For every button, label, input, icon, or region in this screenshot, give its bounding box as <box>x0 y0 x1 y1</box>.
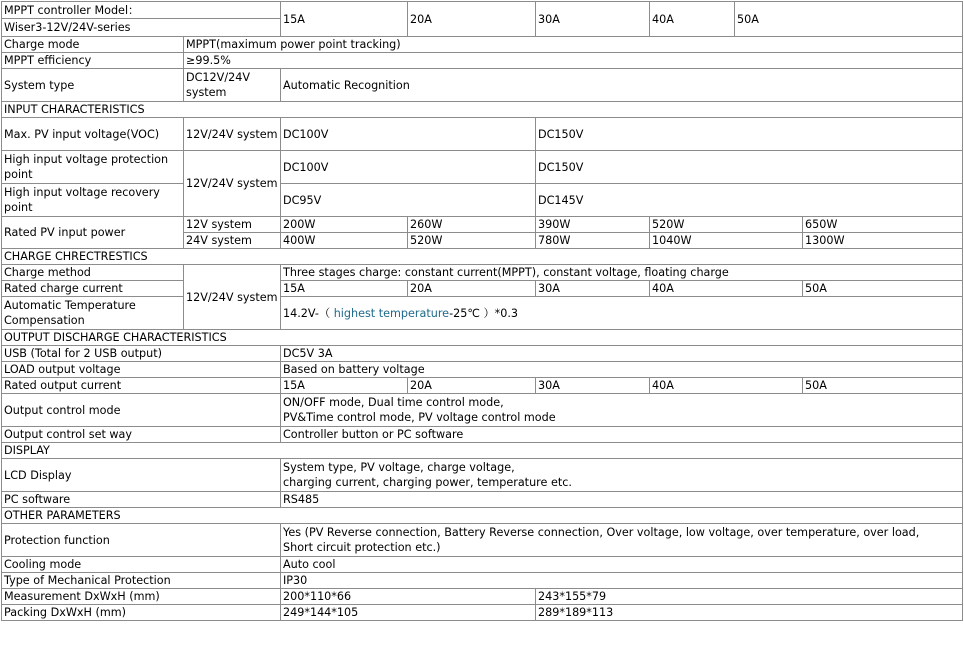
output-control-mode-row <box>2 394 963 427</box>
load-voltage-label: LOAD output voltage <box>2 362 281 378</box>
rated-pv-12v-system: 12V system <box>184 217 281 233</box>
hv-protection-low: DC100V <box>281 151 536 184</box>
charge-mode-label: Charge mode <box>2 37 184 53</box>
load-voltage-value: Based on battery voltage <box>281 362 963 378</box>
display-section-row <box>2 443 963 459</box>
hv-recovery-high: DC145V <box>536 184 963 217</box>
max-pv-voltage-high: DC150V <box>536 118 963 151</box>
max-pv-voltage-row <box>2 118 963 151</box>
model-50a: 50A <box>735 2 963 37</box>
mech-protection-row <box>2 573 963 589</box>
charge-section-title: CHARGE CHRECTRESTICS <box>2 249 963 265</box>
rated-output-current-value: 50A <box>803 378 963 394</box>
temp-comp-row <box>2 297 963 330</box>
measurement-row <box>2 589 963 605</box>
packing-label: Packing DxWxH (mm) <box>2 605 281 621</box>
hv-recovery-label: High input voltage recovery point <box>2 184 184 217</box>
protection-value <box>281 524 963 557</box>
lcd-row <box>2 459 963 492</box>
rated-charge-current-value: 15A <box>281 281 408 297</box>
charge-mode-value: MPPT(maximum power point tracking) <box>184 37 963 53</box>
protection-line1: Yes (PV Reverse connection, Battery Reverse connection, Over voltage, low voltage, over temperature, over load, <box>283 526 920 539</box>
mppt-efficiency-label: MPPT efficiency <box>2 53 184 69</box>
charge-method-row <box>2 265 963 281</box>
packing-small: 249*144*105 <box>281 605 536 621</box>
output-control-mode-value <box>281 394 963 427</box>
temp-comp-value <box>281 297 963 330</box>
charge-mode-row <box>2 37 963 53</box>
lcd-line2: charging current, charging power, temperature etc. <box>283 476 572 489</box>
protection-label: Protection function <box>2 524 281 557</box>
rated-pv-label: Rated PV input power <box>2 217 184 249</box>
max-pv-voltage-label: Max. PV input voltage(VOC) <box>2 118 184 151</box>
rated-pv-24v-value: 780W <box>536 233 650 249</box>
rated-pv-12v-value: 260W <box>408 217 536 233</box>
output-control-set-value: Controller button or PC software <box>281 427 963 443</box>
charge-section-row <box>2 249 963 265</box>
input-section-title: INPUT CHARACTERISTICS <box>2 102 963 118</box>
rated-pv-24v-value: 1300W <box>803 233 963 249</box>
temp-comp-label: Automatic Temperature Compensation <box>2 297 184 330</box>
hv-protection-row <box>2 151 963 184</box>
cooling-value: Auto cool <box>281 557 963 573</box>
rated-output-current-value: 30A <box>536 378 650 394</box>
model-15a: 15A <box>281 2 408 37</box>
hv-recovery-low: DC95V <box>281 184 536 217</box>
rated-charge-current-value: 40A <box>650 281 803 297</box>
rated-charge-current-value: 30A <box>536 281 650 297</box>
usb-label: USB (Total for 2 USB output) <box>2 346 281 362</box>
output-section-title: OUTPUT DISCHARGE CHARACTERISTICS <box>2 330 963 346</box>
output-control-mode-label: Output control mode <box>2 394 281 427</box>
rated-output-current-value: 20A <box>408 378 536 394</box>
model-label-cell <box>2 2 281 19</box>
rated-output-current-value: 15A <box>281 378 408 394</box>
lcd-value <box>281 459 963 492</box>
usb-value: DC5V 3A <box>281 346 963 362</box>
mech-protection-label: Type of Mechanical Protection <box>2 573 281 589</box>
pc-software-value: RS485 <box>281 492 963 508</box>
other-section-row <box>2 508 963 524</box>
protection-row <box>2 524 963 557</box>
lcd-label: LCD Display <box>2 459 281 492</box>
max-pv-voltage-low: DC100V <box>281 118 536 151</box>
charge-method-label: Charge method <box>2 265 184 281</box>
system-type-label: System type <box>2 69 184 102</box>
protection-line2: Short circuit protection etc.) <box>283 541 441 554</box>
load-voltage-row <box>2 362 963 378</box>
measurement-large: 243*155*79 <box>536 589 963 605</box>
rated-charge-current-row <box>2 281 963 297</box>
temp-comp-highlight: highest temperature <box>330 306 450 320</box>
hv-shared-system: 12V/24V system <box>184 151 281 217</box>
system-type-voltage: DC12V/24V system <box>184 69 281 102</box>
system-type-value: Automatic Recognition <box>281 69 963 102</box>
model-40a: 40A <box>650 2 735 37</box>
mppt-efficiency-value: ≥99.5% <box>184 53 963 69</box>
rated-charge-current-value: 20A <box>408 281 536 297</box>
hv-protection-label: High input voltage protection point <box>2 151 184 184</box>
system-type-row <box>2 69 963 102</box>
temp-comp-prefix: 14.2V-（ <box>283 306 331 320</box>
rated-pv-12v-value: 520W <box>650 217 803 233</box>
lcd-line1: System type, PV voltage, charge voltage, <box>283 461 515 474</box>
hv-protection-high: DC150V <box>536 151 963 184</box>
output-control-mode-line2: PV&Time control mode, PV voltage control mode <box>283 411 556 424</box>
rated-pv-24v-value: 1040W <box>650 233 803 249</box>
rated-pv-12v-value: 390W <box>536 217 650 233</box>
cooling-row <box>2 557 963 573</box>
packing-large: 289*189*113 <box>536 605 963 621</box>
packing-row <box>2 605 963 621</box>
charge-method-value: Three stages charge: constant current(MPPT), constant voltage, floating charge <box>281 265 963 281</box>
header-row <box>2 2 963 19</box>
input-section-row <box>2 102 963 118</box>
model-series: Wiser3-12V/24V-series <box>2 19 281 37</box>
mppt-efficiency-row <box>2 53 963 69</box>
rated-output-current-label: Rated output current <box>2 378 281 394</box>
pc-software-label: PC software <box>2 492 281 508</box>
rated-pv-12v-row <box>2 217 963 233</box>
measurement-label: Measurement DxWxH (mm) <box>2 589 281 605</box>
output-control-mode-line1: ON/OFF mode, Dual time control mode, <box>283 396 504 409</box>
display-section-title: DISPLAY <box>2 443 963 459</box>
model-20a: 20A <box>408 2 536 37</box>
hv-recovery-row <box>2 184 963 217</box>
output-section-row <box>2 330 963 346</box>
output-control-set-row <box>2 427 963 443</box>
rated-charge-current-value: 50A <box>803 281 963 297</box>
spec-table <box>1 1 963 621</box>
rated-output-current-row <box>2 378 963 394</box>
usb-row <box>2 346 963 362</box>
rated-pv-24v-value: 400W <box>281 233 408 249</box>
rated-pv-12v-value: 200W <box>281 217 408 233</box>
measurement-small: 200*110*66 <box>281 589 536 605</box>
rated-pv-24v-value: 520W <box>408 233 536 249</box>
mech-protection-value: IP30 <box>281 573 963 589</box>
rated-pv-12v-value: 650W <box>803 217 963 233</box>
rated-pv-24v-system: 24V system <box>184 233 281 249</box>
output-control-set-label: Output control set way <box>2 427 281 443</box>
pc-software-row <box>2 492 963 508</box>
rated-output-current-value: 40A <box>650 378 803 394</box>
other-section-title: OTHER PARAMETERS <box>2 508 963 524</box>
temp-comp-suffix: -25℃ ）*0.3 <box>449 306 519 320</box>
model-30a: 30A <box>536 2 650 37</box>
rated-charge-current-label: Rated charge current <box>2 281 184 297</box>
model-label-line1: MPPT controller Model： <box>4 3 140 17</box>
charge-system: 12V/24V system <box>184 265 281 330</box>
cooling-label: Cooling mode <box>2 557 281 573</box>
max-pv-voltage-system: 12V/24V system <box>184 118 281 151</box>
